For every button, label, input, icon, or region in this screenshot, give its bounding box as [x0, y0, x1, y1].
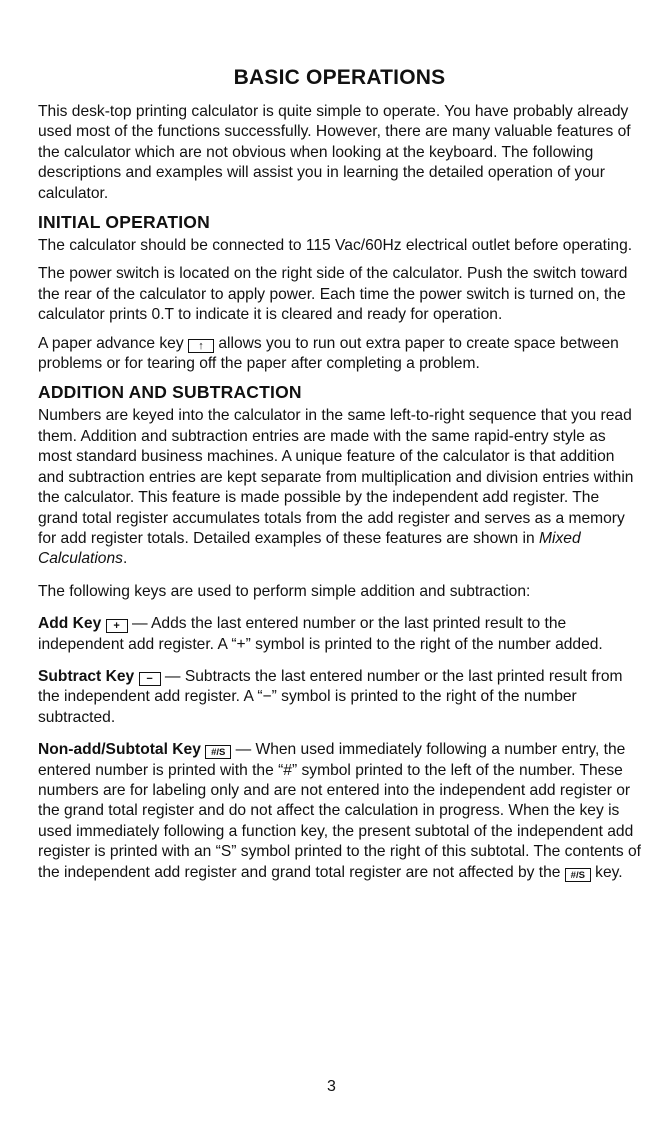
addition-subtraction-heading: ADDITION AND SUBTRACTION [38, 382, 302, 403]
subtract-key-description [38, 667, 641, 728]
nonadd-subtotal-key-icon-inline: #/S [565, 868, 591, 882]
addsub-p1-main: Numbers are keyed into the calculator in the same left-to-right sequence that you read them. Addition and subtraction entries are made with the same rapid-entry style as most standard business machines. A unique feature of the calculator is that addition and subtraction entries are kept separate from multiplication and division entries within the calculator. This feature is made possible by the independent add register. The grand total register accumulates totals from the add register and serves as a memory for add register totals. Detailed examples of these features are shown in [38, 407, 634, 547]
nonadd-subtotal-end: key. [595, 863, 623, 881]
paper-advance-text-after: allows you to run out extra paper to create space between problems or for tearing off the paper after completing a problem. [38, 334, 619, 373]
paper-advance-key-icon: ↑ [188, 339, 214, 353]
nonadd-subtotal-text: — When used immediately following a number entry, the entered number is printed with the “#” symbol printed to the left of the number. These numbers are for labeling only and are not entered into the independent add register or the grand total register and do not affect the calculation in progress. When the key is used immediately following a function key, the present subtotal of the independent add register is printed with an “S” symbol printed to the right of this subtotal. The contents of the independent add register and grand total register are not affected by the [38, 741, 641, 881]
subtract-key-term: Subtract Key [38, 667, 135, 685]
nonadd-subtotal-description [38, 740, 641, 883]
addsub-p1-end: . [122, 550, 128, 568]
mixed-calculations-reference: Mixed Calculations [38, 529, 581, 568]
initial-operation-heading: INITIAL OPERATION [38, 212, 210, 233]
subtract-key-icon: − [139, 672, 161, 686]
page-number: 3 [327, 1078, 336, 1095]
addsub-paragraph-2: The following keys are used to perform simple addition and subtraction: [38, 582, 531, 600]
add-key-text: — Adds the last entered number or the last printed result to the independent add register. A “+” symbol is printed to the right of the number added. [38, 615, 603, 653]
page-title: BASIC OPERATIONS [233, 66, 446, 89]
addsub-paragraph-1 [38, 406, 641, 569]
add-key-description [38, 614, 641, 655]
nonadd-subtotal-key-icon: #/S [205, 745, 231, 759]
initial-paragraph-3 [38, 334, 641, 375]
nonadd-subtotal-term: Non-add/Subtotal Key [38, 741, 201, 759]
initial-paragraph-2: The power switch is located on the right side of the calculator. Push the switch toward the rear of the calculator to apply power. Each time the power switch is turned on, the calculator prints 0.T to indicate it is cleared and ready for operation. [38, 265, 628, 324]
add-key-icon: + [106, 619, 128, 633]
add-key-term: Add Key [38, 615, 102, 633]
intro-paragraph: This desk-top printing calculator is quite simple to operate. You have probably already used most of the functions successfully. However, there are many valuable features of the calculator which are not obvious when looking at the keyboard. The following descriptions and examples will assist you in learning the detailed operation of your calculator. [38, 103, 631, 202]
subtract-key-text: — Subtracts the last entered number or the last printed result from the independent add register. A “−” symbol is printed to the right of the number subtracted. [38, 667, 623, 726]
paper-advance-text-before: A paper advance key [38, 334, 184, 352]
initial-paragraph-1: The calculator should be connected to 115 Vac/60Hz electrical outlet before operating. [38, 237, 633, 255]
